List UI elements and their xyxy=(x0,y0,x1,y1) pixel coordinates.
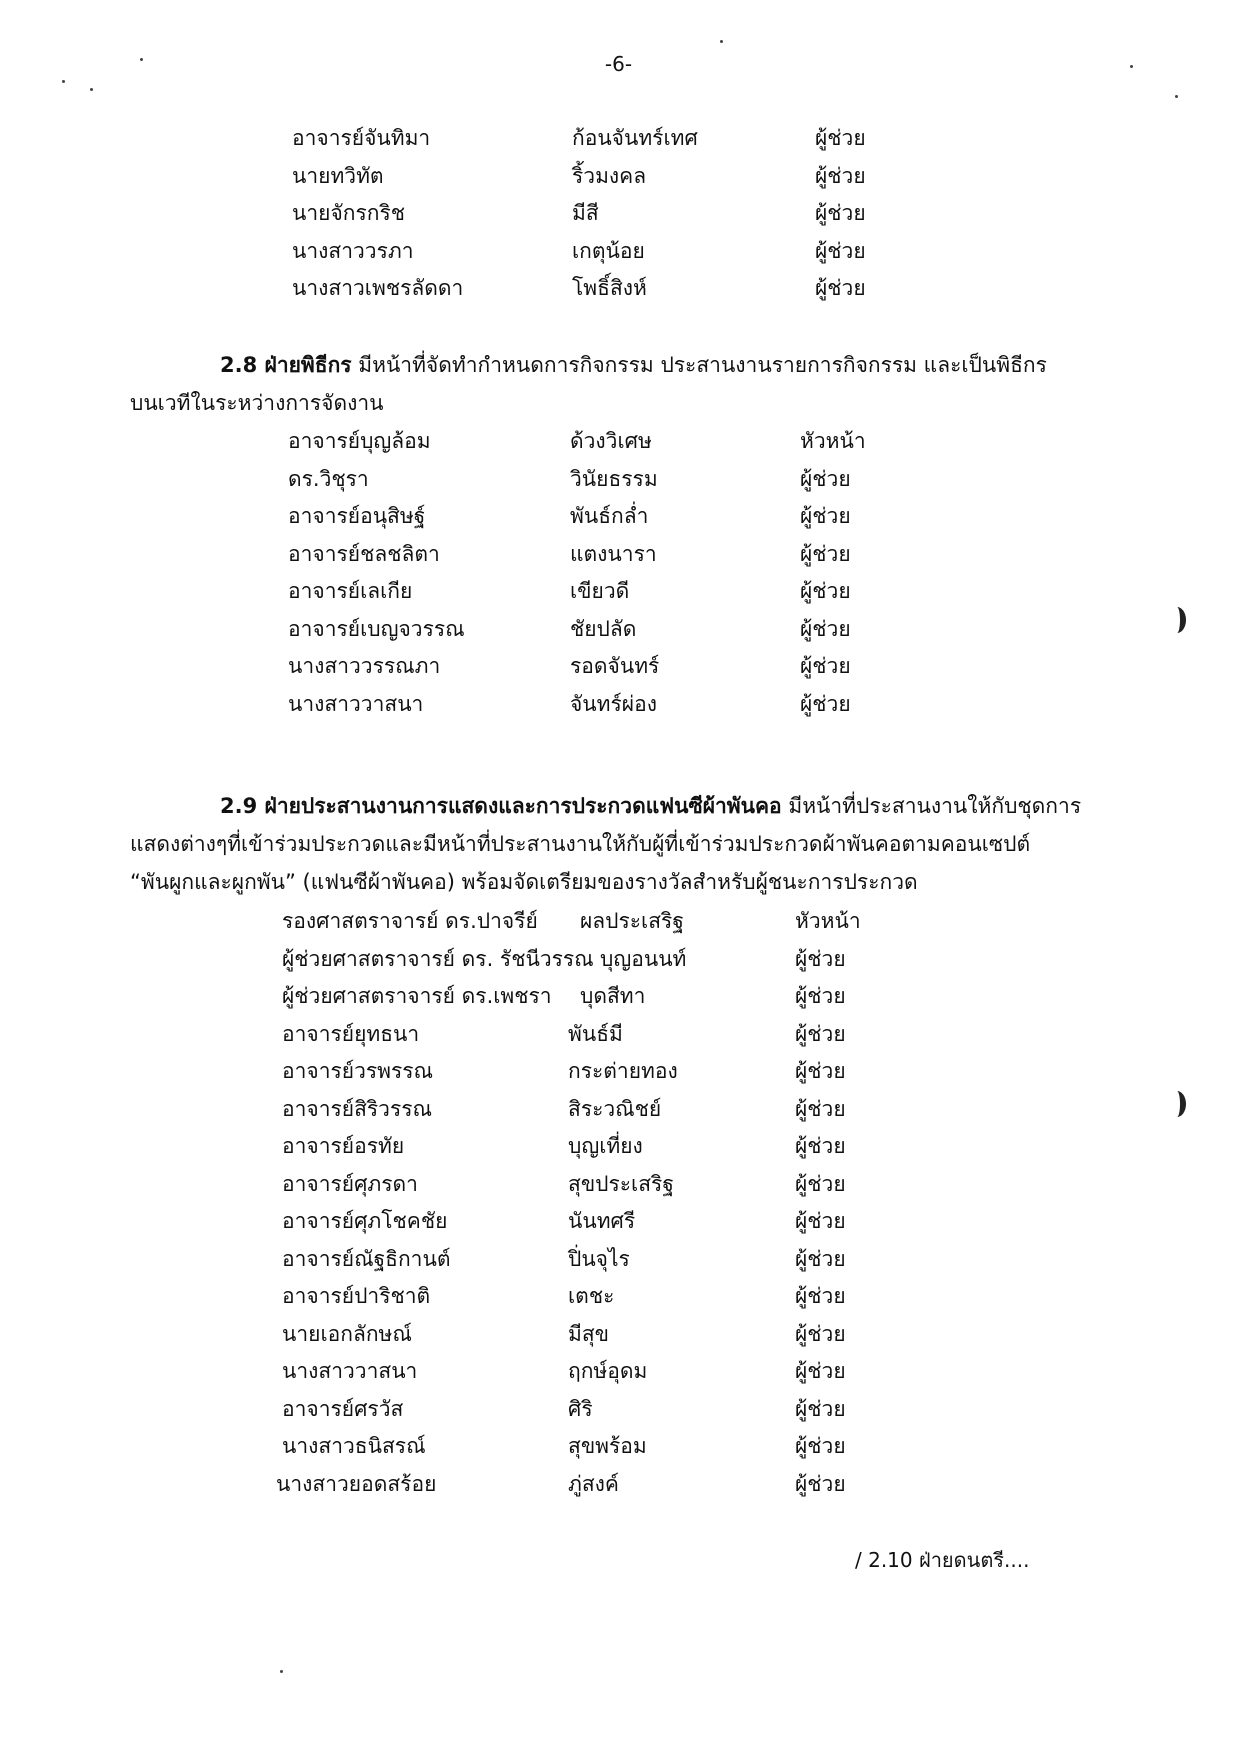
table-row xyxy=(0,611,1237,649)
last-name: ชัยปลัด xyxy=(570,616,637,641)
table-row xyxy=(0,1466,1237,1504)
role: ผู้ช่วย xyxy=(795,1171,846,1196)
role: ผู้ช่วย xyxy=(795,1246,846,1271)
first-name: ผู้ช่วยศาสตราจารย์ ดร.เพชรา xyxy=(282,984,552,1008)
table-row xyxy=(0,1391,1237,1429)
section-2-8-heading: 2.8 ฝ่ายพิธีกร xyxy=(220,353,352,377)
first-name: อาจารย์วรพรรณ xyxy=(282,1059,434,1083)
scan-mark-crescent xyxy=(1168,607,1186,633)
first-name: อาจารย์ศรวัส xyxy=(282,1396,404,1421)
table-row xyxy=(0,1128,1237,1166)
table-row xyxy=(0,423,1237,461)
first-name: นางสาววาสนา xyxy=(288,691,424,716)
first-name: อาจารย์ณัฐธิกานต์ xyxy=(282,1246,451,1271)
section-2-8-paragraph xyxy=(130,346,1080,422)
table-row xyxy=(0,1278,1237,1316)
scan-speck xyxy=(1175,95,1178,98)
first-name: นายทวิทัต xyxy=(292,163,384,188)
role: ผู้ช่วย xyxy=(795,1396,846,1421)
last-name: ด้วงวิเศษ xyxy=(570,429,652,453)
table-row xyxy=(0,648,1237,686)
table-row xyxy=(0,195,1237,233)
last-name: บุญเที่ยง xyxy=(568,1134,643,1158)
role: ผู้ช่วย xyxy=(800,504,851,528)
first-name: นางสาววาสนา xyxy=(282,1359,418,1383)
table-row xyxy=(0,573,1237,611)
table-row xyxy=(0,1166,1237,1204)
role: ผู้ช่วย xyxy=(795,1471,846,1496)
section-2-9-heading: 2.9 ฝ่ายประสานงานการแสดงและการประกวดแฟนซีผ้าพันคอ xyxy=(220,794,782,818)
last-name: มีสุข xyxy=(568,1321,610,1346)
role: ผู้ช่วย xyxy=(795,1021,846,1046)
scan-speck xyxy=(280,1670,283,1673)
section-2-9-line3: “พันผูกและผูกพัน” (แฟนซีผ้าพันคอ) พร้อมจัดเตรียมของรางวัลสำหรับผู้ชนะการประกวด xyxy=(130,870,918,894)
last-name: เขียวดี xyxy=(570,579,630,603)
last-name: ศิริ xyxy=(568,1396,593,1421)
role: ผู้ช่วย xyxy=(800,691,851,716)
role: ผู้ช่วย xyxy=(795,1321,846,1346)
first-name: นางสาวธนิสรณ์ xyxy=(282,1434,426,1458)
last-name: เกตุน้อย xyxy=(572,238,645,263)
scan-mark-crescent xyxy=(1168,1091,1186,1117)
first-name: อาจารย์สิริวรรณ xyxy=(282,1096,433,1121)
last-name: ริ้วมงคล xyxy=(572,163,647,188)
role: ผู้ช่วย xyxy=(815,201,866,225)
page-number: -6- xyxy=(604,52,633,76)
first-name: นางสาววรภา xyxy=(292,238,414,263)
table-row xyxy=(0,1241,1237,1279)
role: ผู้ช่วย xyxy=(815,276,866,300)
scan-speck xyxy=(62,80,65,83)
table-row xyxy=(0,233,1237,271)
role: ผู้ช่วย xyxy=(795,1059,846,1083)
last-name: โพธิ์สิงห์ xyxy=(572,276,647,300)
first-name: ผู้ช่วยศาสตราจารย์ ดร. รัชนีวรรณ xyxy=(282,946,594,971)
last-name: แตงนารา xyxy=(570,541,657,566)
first-name: นางสาวเพชรลัดดา xyxy=(292,276,464,300)
role: ผู้ช่วย xyxy=(795,1284,846,1308)
first-name: นายจักรกริช xyxy=(292,201,405,225)
last-name: จันทร์ผ่อง xyxy=(570,691,657,716)
role: ผู้ช่วย xyxy=(795,1096,846,1121)
table-row xyxy=(0,686,1237,724)
first-name: อาจารย์เบญจวรรณ xyxy=(288,616,465,641)
role: ผู้ช่วย xyxy=(795,1434,846,1458)
table-row xyxy=(0,1016,1237,1054)
first-name: อาจารย์ชลชลิตา xyxy=(288,541,440,566)
first-name: อาจารย์ยุทธนา xyxy=(282,1021,420,1046)
section-2-9-paragraph xyxy=(130,787,1080,901)
last-name: นันทศรี xyxy=(568,1209,636,1233)
table-row xyxy=(0,120,1237,158)
last-name: พันธ์มี xyxy=(568,1021,623,1046)
first-name: ดร.วิชุรา xyxy=(288,466,369,491)
table-row xyxy=(0,1091,1237,1129)
section-2-9-heading-line xyxy=(130,787,1080,825)
table-row xyxy=(0,1053,1237,1091)
first-name: นายเอกลักษณ์ xyxy=(282,1321,412,1346)
role: ผู้ช่วย xyxy=(815,163,866,188)
first-name: อาจารย์จันทิมา xyxy=(292,126,431,150)
table-row xyxy=(0,941,1237,979)
role: ผู้ช่วย xyxy=(815,238,866,263)
table-row xyxy=(0,1353,1237,1391)
first-name: รองศาสตราจารย์ ดร.ปาจรีย์ xyxy=(282,909,538,933)
role: ผู้ช่วย xyxy=(795,946,846,971)
last-name: สิระวณิชย์ xyxy=(568,1096,662,1121)
roster-2-8 xyxy=(0,423,1237,723)
table-row xyxy=(0,270,1237,308)
last-name: ก้อนจันทร์เทศ xyxy=(572,126,698,150)
first-name: อาจารย์เลเกีย xyxy=(288,579,413,603)
table-row xyxy=(0,903,1237,941)
table-row xyxy=(0,1428,1237,1466)
first-name: นางสาววรรณภา xyxy=(288,654,441,678)
scan-speck xyxy=(90,88,93,91)
table-row xyxy=(0,1316,1237,1354)
continuation-reference: / 2.10 ฝ่ายดนตรี.... xyxy=(855,1548,1030,1572)
last-name: มีสี xyxy=(572,201,599,225)
last-name: ภู่สงค์ xyxy=(568,1471,619,1496)
role: ผู้ช่วย xyxy=(815,126,866,150)
last-name: เตชะ xyxy=(568,1284,615,1308)
last-name: บุญอนนท์ xyxy=(600,946,687,971)
section-2-9-description: มีหน้าที่ประสานงานให้กับชุดการ xyxy=(781,794,1082,818)
first-name: อาจารย์อนุสิษฐ์ xyxy=(288,504,426,528)
role: ผู้ช่วย xyxy=(800,466,851,491)
table-row xyxy=(0,978,1237,1016)
last-name: สุขพร้อม xyxy=(568,1434,647,1458)
table-row xyxy=(0,461,1237,499)
table-row xyxy=(0,1203,1237,1241)
last-name: ผลประเสริฐ xyxy=(580,909,684,933)
last-name: บุดสีทา xyxy=(580,984,646,1008)
role: ผู้ช่วย xyxy=(795,1134,846,1158)
role: ผู้ช่วย xyxy=(800,616,851,641)
last-name: สุขประเสริฐ xyxy=(568,1171,674,1196)
first-name: อาจารย์บุญล้อม xyxy=(288,429,431,453)
role: ผู้ช่วย xyxy=(800,654,851,678)
last-name: ฤกษ์อุดม xyxy=(568,1359,648,1383)
role: ผู้ช่วย xyxy=(795,1359,846,1383)
roster-2-9 xyxy=(0,903,1237,1503)
role: ผู้ช่วย xyxy=(795,1209,846,1233)
role: ผู้ช่วย xyxy=(800,541,851,566)
first-name: นางสาวยอดสร้อย xyxy=(276,1471,437,1496)
table-row xyxy=(0,498,1237,536)
last-name: กระต่ายทอง xyxy=(568,1059,678,1083)
table-row xyxy=(0,158,1237,196)
role: หัวหน้า xyxy=(800,429,866,453)
role: ผู้ช่วย xyxy=(795,984,846,1008)
table-row xyxy=(0,536,1237,574)
section-2-8-line2: บนเวทีในระหว่างการจัดงาน xyxy=(130,391,384,415)
last-name: วินัยธรรม xyxy=(570,466,658,491)
section-2-8-description: มีหน้าที่จัดทำกำหนดการกิจกรรม ประสานงานรายการกิจกรรม และเป็นพิธีกร xyxy=(351,353,1047,377)
role: หัวหน้า xyxy=(795,909,861,933)
last-name: พันธ์กล่ำ xyxy=(570,504,649,528)
last-name: รอดจันทร์ xyxy=(570,654,660,678)
last-name: ปิ่นจุไร xyxy=(568,1246,630,1271)
first-name: อาจารย์อรทัย xyxy=(282,1134,405,1158)
first-name: อาจารย์ปาริชาติ xyxy=(282,1284,431,1308)
scan-speck xyxy=(140,58,143,61)
scan-speck xyxy=(1130,65,1133,68)
section-2-8-heading-line xyxy=(130,346,1080,384)
section-2-9-line2: แสดงต่างๆที่เข้าร่วมประกวดและมีหน้าที่ประสานงานให้กับผู้ที่เข้าร่วมประกวดผ้าพันคอตามคอนเซปต์ xyxy=(130,832,1031,856)
first-name: อาจารย์ศุภโชคชัย xyxy=(282,1209,448,1233)
roster-2-7 xyxy=(0,120,1237,308)
role: ผู้ช่วย xyxy=(800,579,851,603)
first-name: อาจารย์ศุภรดา xyxy=(282,1171,418,1196)
scan-speck xyxy=(720,40,723,43)
